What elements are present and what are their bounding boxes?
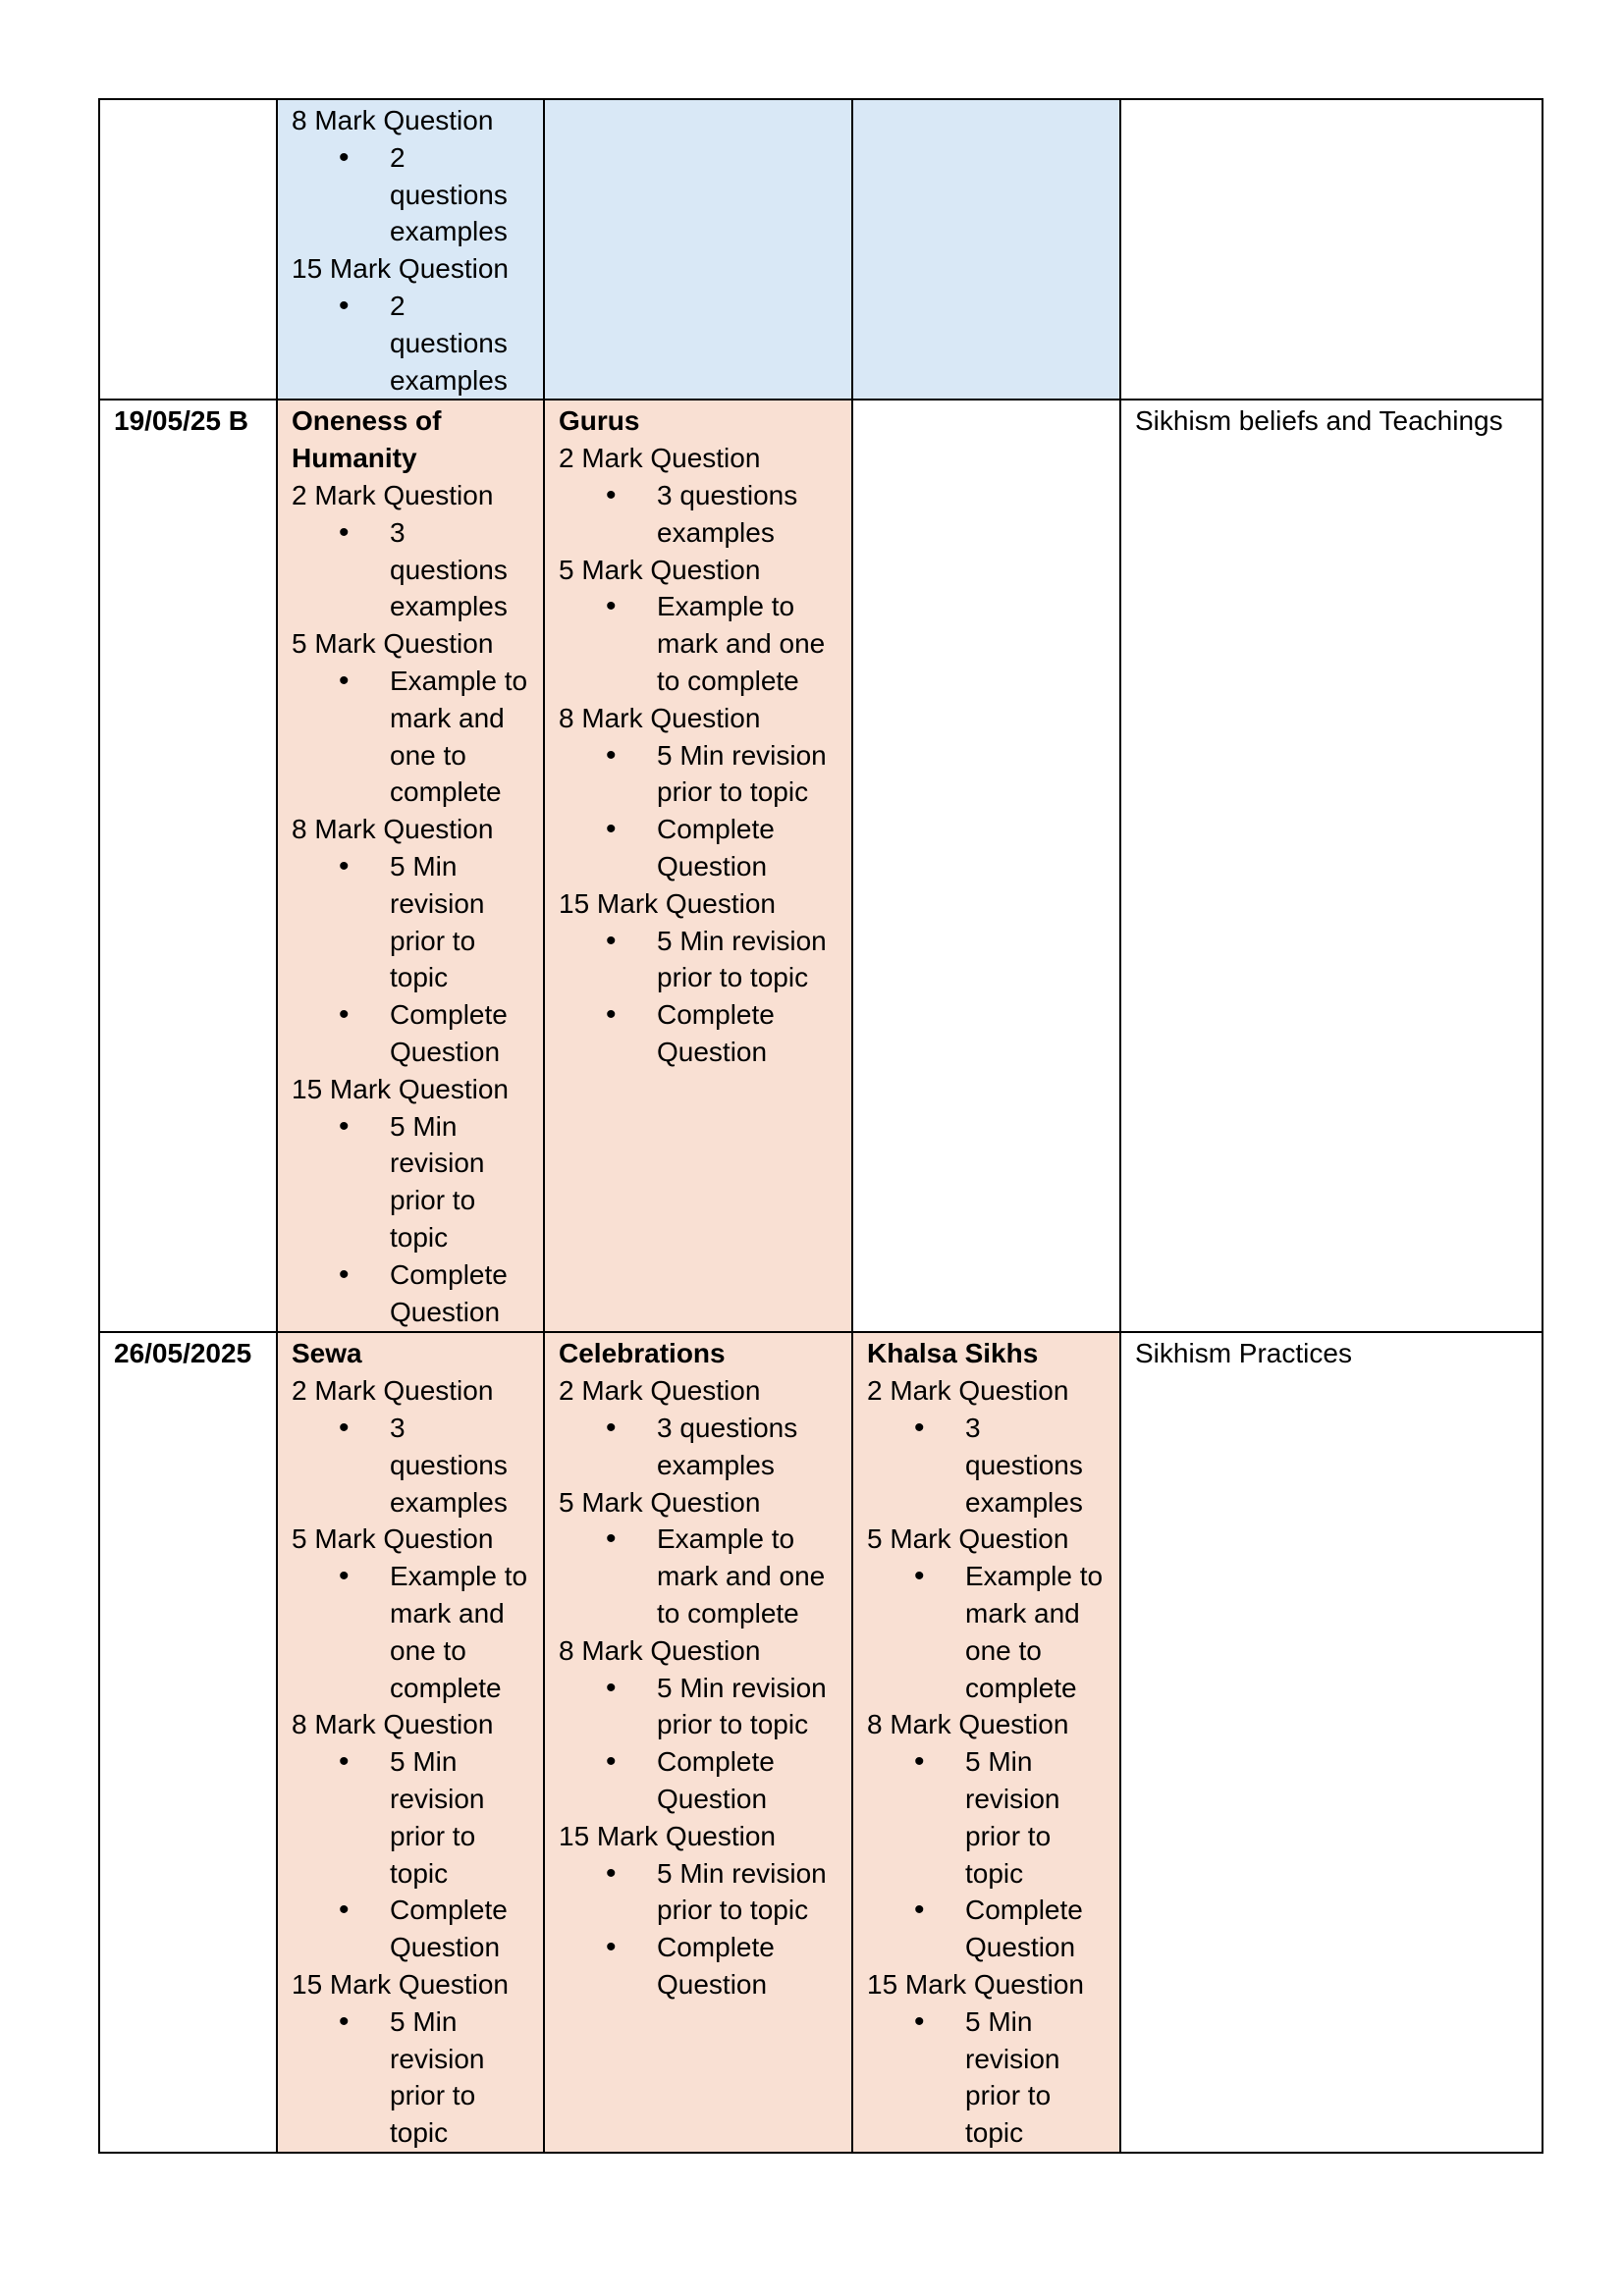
bullet-list [559,1410,838,1484]
lesson-cell [544,400,852,1332]
list-item: • Complete Question [559,996,838,1071]
list-item: • 5 Min revision prior to topic [292,848,529,996]
bullet-list [292,663,529,811]
bullet-list [867,1558,1106,1706]
list-item: • Complete Question [292,1892,529,1966]
list-item: • Complete Question [559,1929,838,2003]
list-item: • 5 Min revision prior to topic [292,1108,529,1256]
topic-title: Oneness of Humanity [292,405,442,474]
list-item: • Example to mark and one to complete [559,1521,838,1631]
bullet-list [559,737,838,885]
list-item: • Complete Question [292,1256,529,1331]
mark-question-label: 8 Mark Question [867,1709,1069,1740]
bullet-list [867,1743,1106,1966]
bullet-list [559,1521,838,1631]
list-item: • 5 Min revision prior to topic [559,737,838,812]
list-item: • 3 questions examples [559,1410,838,1484]
bullet-list [559,923,838,1071]
lesson-cell [852,99,1120,400]
mark-question-label: 8 Mark Question [292,105,494,135]
mark-question-label: 15 Mark Question [292,1073,509,1104]
bullet-list [867,1410,1106,1521]
table-row [99,400,1543,1332]
mark-question-label: 15 Mark Question [867,1968,1084,2000]
mark-question-label: 15 Mark Question [292,1968,509,2000]
lesson-cell [277,1332,544,2153]
notes-cell [1120,400,1543,1332]
lesson-cell [544,1332,852,2153]
list-item: • Complete Question [559,1743,838,1818]
date-cell [99,1332,277,2153]
lesson-cell [277,400,544,1332]
list-item: • 3 questions examples [559,477,838,552]
list-item: • Complete Question [867,1892,1106,1966]
list-item: • 3 questions examples [292,514,529,625]
table-row [99,1332,1543,2153]
list-item: • 5 Min revision prior to topic [292,1743,529,1892]
list-item: • Example to mark and one to complete [292,663,529,811]
bullet-list [867,2003,1106,2152]
topic-title: Celebrations [559,1338,726,1369]
mark-question-label: 15 Mark Question [559,1820,776,1851]
bullet-list [292,514,529,625]
notes-cell [1120,99,1543,400]
mark-question-label: 8 Mark Question [559,1634,761,1666]
list-item: • 5 Min revision prior to topic [559,1670,838,1744]
date-cell [99,99,277,400]
bullet-list [292,1743,529,1966]
list-item: • Example to mark and one to complete [559,588,838,699]
date-label: 26/05/2025 [114,1338,252,1369]
list-item: • 2 questions examples [292,288,529,399]
mark-question-label: 15 Mark Question [559,887,776,919]
bullet-list [559,477,838,552]
bullet-list [292,1108,529,1331]
mark-question-label: 2 Mark Question [559,1375,761,1407]
list-item: • Example to mark and one to complete [292,1558,529,1706]
list-item: • 3 questions examples [292,1410,529,1521]
mark-question-label: 2 Mark Question [292,1375,494,1407]
list-item: • 2 questions examples [292,139,529,250]
bullet-list [292,139,529,250]
mark-question-label: 15 Mark Question [292,253,509,285]
bullet-list [292,1558,529,1706]
mark-question-label: 5 Mark Question [559,554,761,585]
list-item: • 5 Min revision prior to topic [559,1855,838,1930]
bullet-list [292,1410,529,1521]
list-item: • 5 Min revision prior to topic [292,2003,529,2152]
mark-question-label: 2 Mark Question [867,1375,1069,1407]
lesson-cell [852,1332,1120,2153]
mark-question-label: 8 Mark Question [292,814,494,845]
topic-title: Sewa [292,1338,362,1369]
notes-text: Sikhism beliefs and Teachings [1135,405,1503,437]
list-item: • 3 questions examples [867,1410,1106,1521]
date-label: 19/05/25 B [114,405,248,437]
bullet-list [559,588,838,699]
bullet-list [559,1855,838,2003]
lesson-cell [852,400,1120,1332]
list-item: • 5 Min revision prior to topic [867,2003,1106,2152]
topic-title: Gurus [559,405,640,437]
bullet-list [292,2003,529,2152]
notes-text: Sikhism Practices [1135,1338,1352,1369]
list-item: • Example to mark and one to complete [867,1558,1106,1706]
mark-question-label: 5 Mark Question [867,1523,1069,1555]
date-cell [99,400,277,1332]
mark-question-label: 2 Mark Question [292,479,494,510]
bullet-list [559,1670,838,1818]
list-item: • Complete Question [292,996,529,1071]
table-row [99,99,1543,400]
topic-title: Khalsa Sikhs [867,1338,1039,1369]
mark-question-label: 5 Mark Question [559,1486,761,1518]
mark-question-label: 5 Mark Question [292,628,494,660]
mark-question-label: 5 Mark Question [292,1523,494,1555]
list-item: • 5 Min revision prior to topic [559,923,838,997]
lesson-cell [544,99,852,400]
mark-question-label: 8 Mark Question [559,702,761,733]
notes-cell [1120,1332,1543,2153]
list-item: • 5 Min revision prior to topic [867,1743,1106,1892]
mark-question-label: 2 Mark Question [559,443,761,474]
lesson-cell [277,99,544,400]
revision-plan-table [98,98,1543,2154]
bullet-list [292,288,529,399]
bullet-list [292,848,529,1071]
list-item: • Complete Question [559,811,838,885]
mark-question-label: 8 Mark Question [292,1709,494,1740]
